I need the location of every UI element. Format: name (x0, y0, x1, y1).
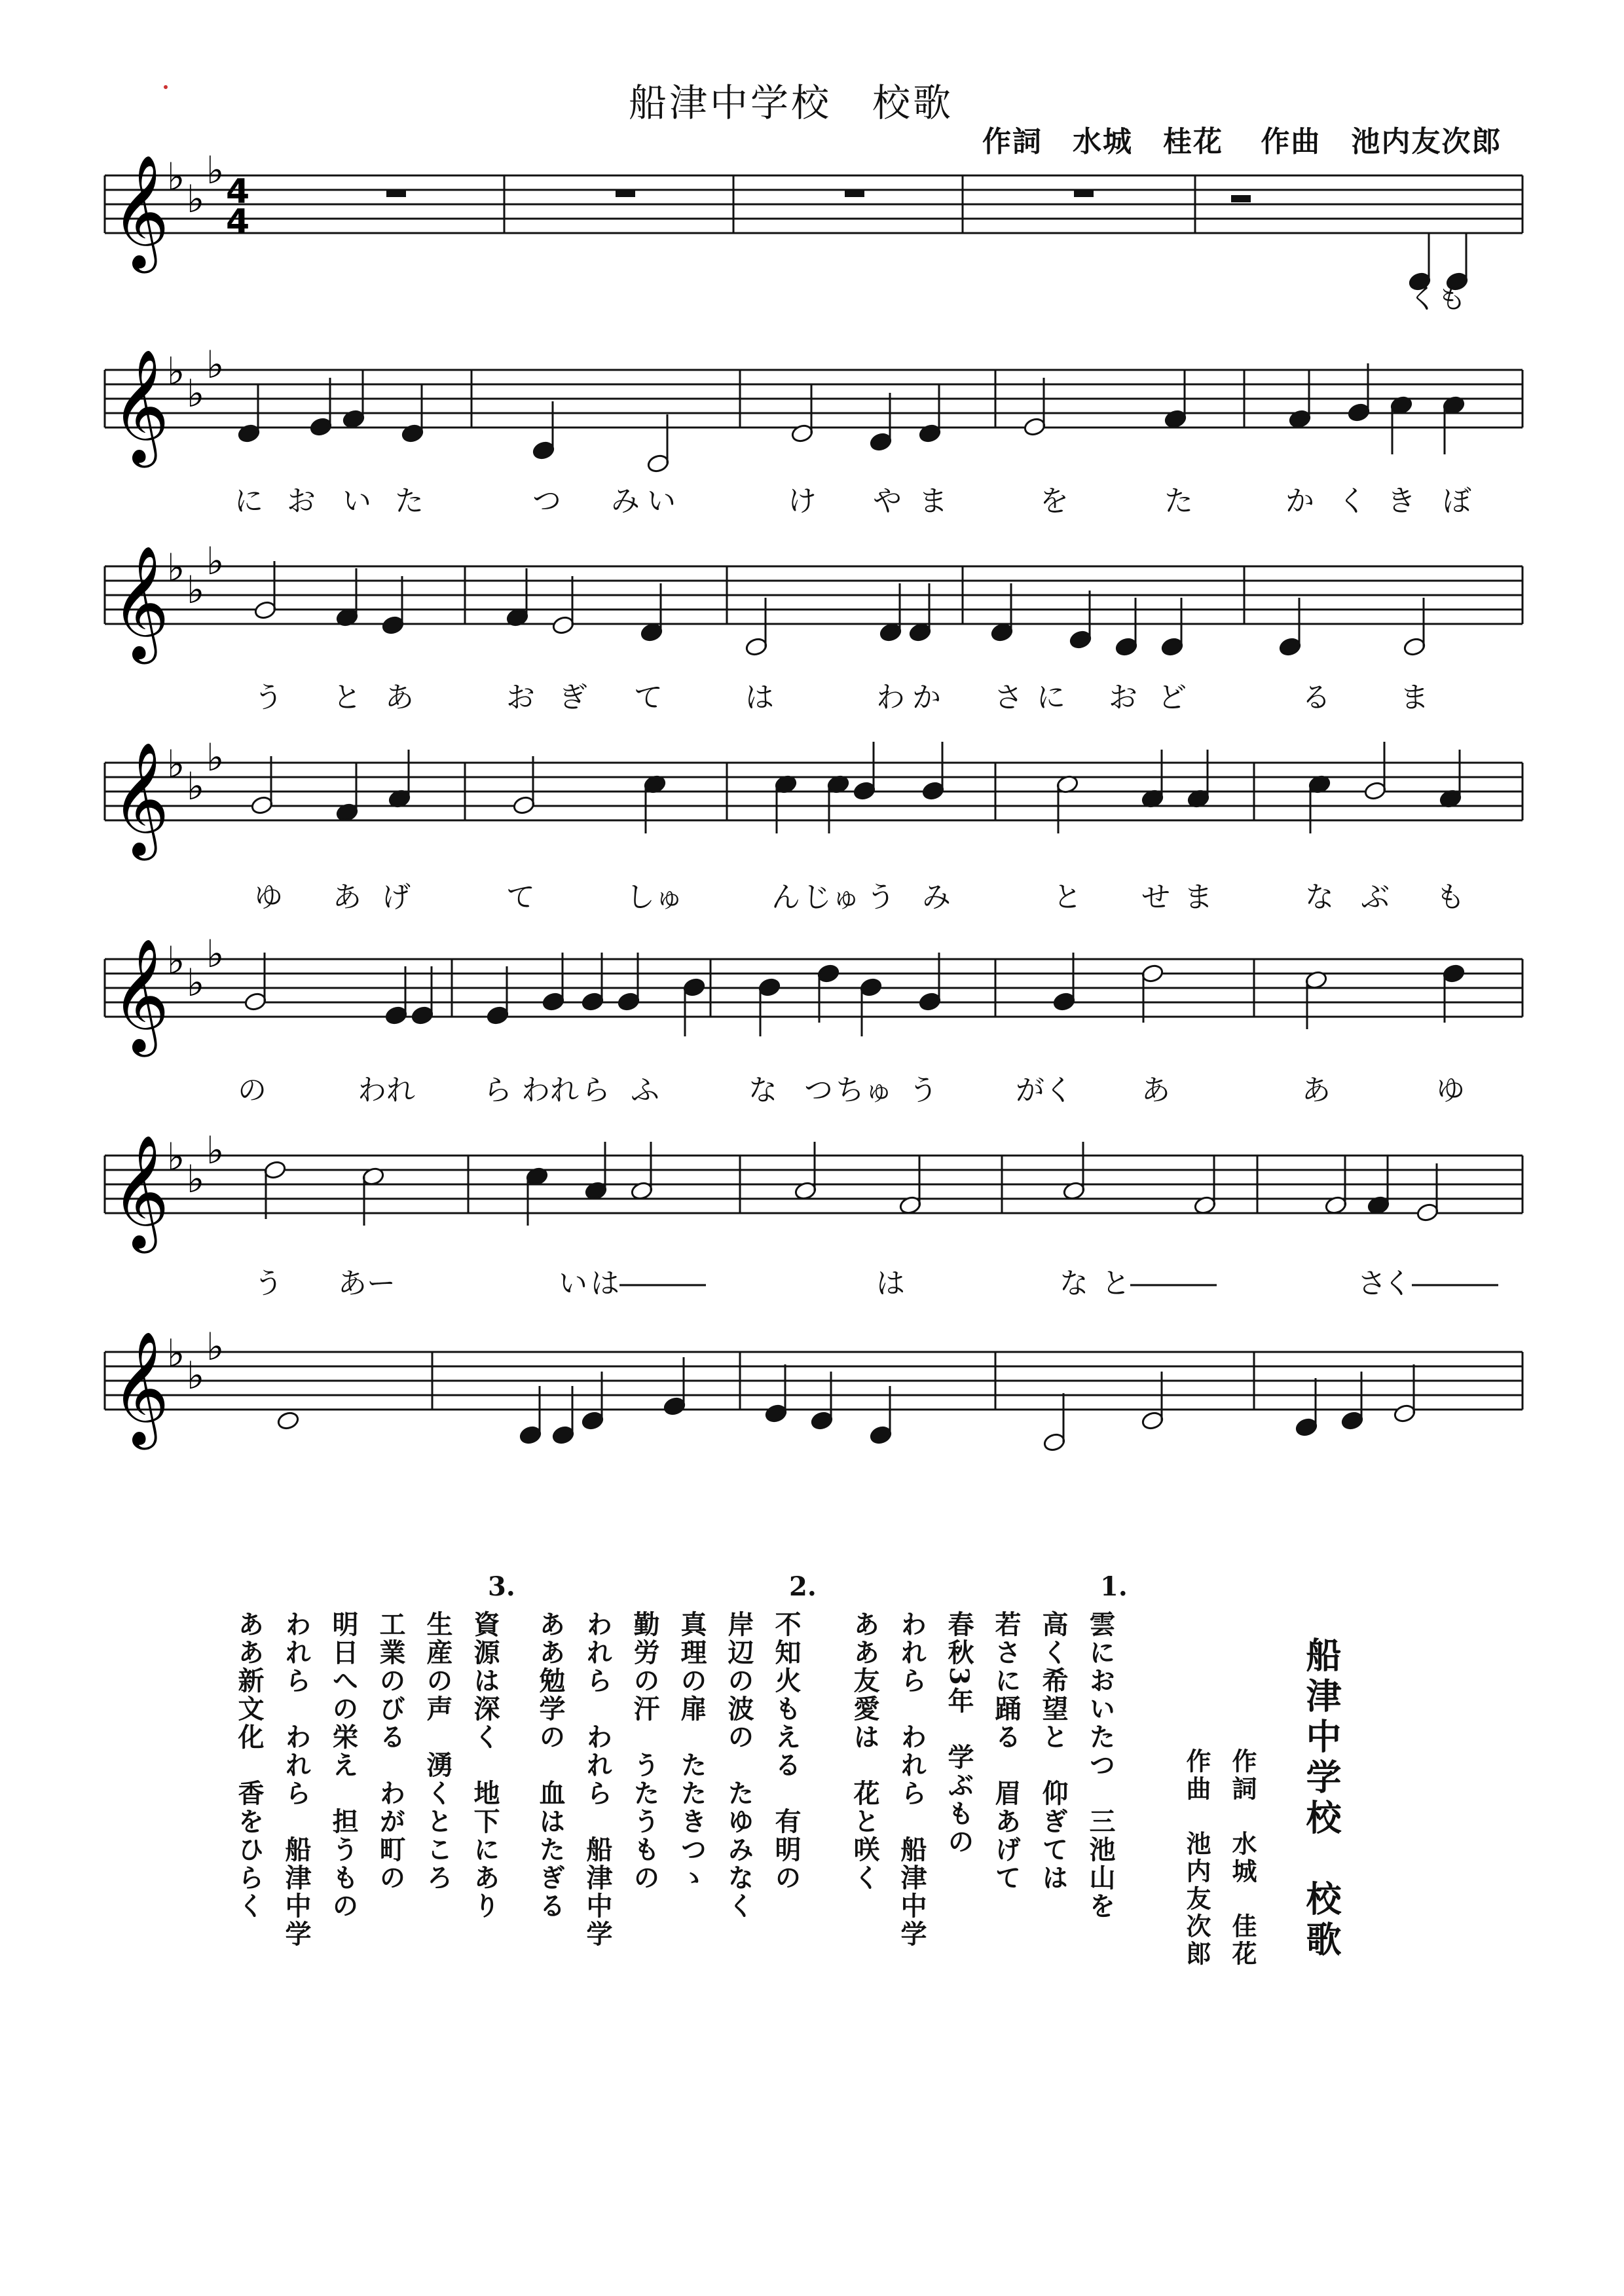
verse-line: 真理の扉 たたきつゝ (676, 1611, 707, 1892)
verse-line: 若さに踊る 眉あげて (991, 1611, 1022, 1892)
verse-line: ああ友愛は 花と咲く (849, 1611, 880, 1892)
lyric-syllable: ぶ (1361, 881, 1390, 914)
lyric-syllable: を (1040, 484, 1069, 518)
lyric-syllable: と (333, 681, 361, 714)
verse-lyrics (196, 1571, 1375, 2160)
lyric-syllable: き (1387, 484, 1416, 518)
lyric-syllable: ら (483, 1074, 512, 1107)
lyric-syllable: われ (521, 1074, 579, 1107)
lyric-syllable: あー (338, 1267, 396, 1300)
flat-sign: ♭ (206, 148, 225, 192)
treble-clef: 𝄞 (111, 155, 170, 268)
lyric-syllable: い (559, 1267, 587, 1300)
lyric-syllable: や (873, 484, 902, 518)
flat-sign: ♭ (167, 938, 185, 983)
lyric-syllable: に (1037, 681, 1065, 714)
lyric-syllable: あ (1141, 1074, 1170, 1107)
flat-sign: ♭ (187, 960, 205, 1005)
verse-number: 3. (488, 1571, 515, 1602)
lyric-syllable: ゆ (1436, 1074, 1465, 1107)
verse-line: 春秋3年 学ぶもの (944, 1611, 974, 1856)
lyric-syllable: と (1053, 881, 1082, 914)
lyric-syllable: て (634, 681, 663, 714)
flat-sign: ♭ (167, 1135, 185, 1179)
lyric-syllable: う (909, 1074, 938, 1107)
lyric-syllable: ゆ (254, 881, 283, 914)
lyric-syllable: お (1109, 681, 1137, 714)
lyric-syllable: い (342, 484, 371, 518)
flat-sign: ♭ (167, 742, 185, 786)
flat-sign: ♭ (206, 1128, 225, 1173)
lyric-syllable: は――― (591, 1267, 706, 1300)
lyric-syllable: は (876, 1267, 905, 1300)
lyric-syllable: う (254, 1267, 283, 1300)
verse-line: ああ勉学の 血はたぎる (535, 1611, 566, 1920)
lyric-syllable: け (788, 484, 817, 518)
lyric-syllable: あ (333, 881, 361, 914)
whole-rest (386, 190, 406, 197)
verse-line: 工業のびる わが町の (375, 1611, 406, 1892)
verse-composer: 作曲 池内友次郎 (1182, 1748, 1211, 1968)
flat-sign: ♭ (206, 932, 225, 976)
lyric-syllable: われ (358, 1074, 415, 1107)
treble-clef: 𝄞 (111, 938, 170, 1052)
lyric-syllable: お (287, 484, 316, 518)
note (276, 1411, 300, 1431)
lyric-syllable: さ (994, 681, 1023, 714)
lyric-syllable: ん (771, 881, 800, 914)
lyric-syllable: ど (1158, 681, 1187, 714)
lyric-syllable: あ (1302, 1074, 1331, 1107)
lyric-syllable: か (912, 681, 941, 714)
lyric-syllable: せ (1141, 881, 1170, 914)
lyric-syllable: み (922, 881, 951, 914)
flat-sign: ♭ (206, 1324, 225, 1369)
flat-sign: ♭ (167, 1331, 185, 1376)
lyricist-credit: 作詞 水城 桂花 (982, 125, 1223, 158)
verse-lyricist: 作詞 水城 佳花 (1228, 1748, 1257, 1968)
composer-credit: 作曲 池内友次郎 (1261, 125, 1502, 158)
lyric-syllable: な (1305, 881, 1334, 914)
whole-rest (616, 190, 635, 197)
verse-line: われら われら 船津中学 (582, 1611, 613, 1948)
lyric-syllable: か (1285, 484, 1314, 518)
verse-line: 明日への栄え 担うもの (328, 1611, 359, 1920)
verse-line: 高く希望と 仰ぎては (1038, 1611, 1069, 1892)
verse-line: 生産の声 湧くところ (422, 1611, 453, 1892)
verse-line: われら われら 船津中学 (281, 1611, 312, 1948)
verse-line: 雲においたつ 三池山を (1085, 1611, 1116, 1920)
lyric-syllable: げ (382, 881, 411, 914)
lyric-syllable: く――― (1383, 1267, 1498, 1300)
verse-title: 船津中学校 校歌 (1301, 1637, 1342, 1961)
flat-sign: ♭ (187, 177, 205, 221)
treble-clef: 𝄞 (111, 545, 170, 659)
lyric-syllable: た (395, 484, 424, 518)
lyric-syllable: ちゅ (836, 1074, 893, 1107)
lyric-syllable: ぎ (559, 681, 587, 714)
half-rest (1231, 195, 1251, 202)
flat-sign: ♭ (206, 342, 225, 387)
lyric-syllable: ぼ (1443, 484, 1471, 518)
lyric-syllable: ま (1400, 681, 1429, 714)
treble-clef: 𝄞 (111, 1331, 170, 1445)
lyric-syllable: な (748, 1074, 777, 1107)
flat-sign: ♭ (167, 545, 185, 590)
flat-sign: ♭ (187, 371, 205, 416)
verse-number: 1. (1100, 1571, 1128, 1602)
treble-clef: 𝄞 (111, 742, 170, 856)
treble-clef: 𝄞 (111, 1135, 170, 1248)
flat-sign: ♭ (167, 349, 185, 393)
lyric-syllable: つ (804, 1074, 833, 1107)
verse-line: 不知火もえる 有明の (771, 1611, 802, 1892)
flat-sign: ♭ (187, 568, 205, 612)
whole-rest (1074, 190, 1094, 197)
flat-sign: ♭ (167, 155, 185, 199)
verse-line: 岸辺の波の たゆみなく (724, 1611, 754, 1920)
lyric-syllable: く (1338, 484, 1367, 518)
lyric-syllable: じゅ (803, 881, 860, 914)
lyric-syllable: つ (532, 484, 561, 518)
flat-sign: ♭ (187, 1157, 205, 1201)
lyric-syllable: しゅ (626, 881, 684, 914)
verse-line: 勤労の汗 うたうもの (629, 1611, 660, 1892)
lyric-syllable: は (745, 681, 774, 714)
verse-line: われら われら 船津中学 (896, 1611, 927, 1948)
treble-clef: 𝄞 (111, 349, 170, 463)
flat-sign: ♭ (206, 539, 225, 583)
flat-sign: ♭ (206, 735, 225, 780)
whole-rest (845, 190, 864, 197)
lyric-syllable: み (611, 484, 640, 518)
lyric-syllable: お (506, 681, 535, 714)
verse-line: ああ新文化 香をひらく (234, 1611, 265, 1920)
lyric-syllable: て (506, 881, 535, 914)
lyric-syllable: ま (1184, 881, 1213, 914)
lyric-syllable: あ (385, 681, 414, 714)
lyric-syllable: に (234, 484, 263, 518)
time-signature-top: 4 (226, 172, 250, 211)
verse-line: 資源は深く 地下にあり (470, 1611, 500, 1920)
lyric-syllable: も (1436, 881, 1465, 914)
lyric-syllable: くも (1409, 282, 1466, 315)
lyric-syllable: い (647, 484, 676, 518)
lyric-syllable: る (1302, 681, 1331, 714)
lyric-syllable: ま (919, 484, 948, 518)
lyric-syllable: ら (581, 1074, 610, 1107)
lyric-syllable: と――― (1101, 1267, 1217, 1300)
lyric-syllable: さ (1357, 1267, 1386, 1300)
lyric-syllable: た (1164, 484, 1193, 518)
verse-number: 2. (789, 1571, 817, 1602)
flat-sign: ♭ (187, 1353, 205, 1398)
lyric-syllable: わ (876, 681, 905, 714)
page-title: 船津中学校 校歌 (629, 81, 954, 125)
lyric-syllable: う (866, 881, 895, 914)
lyric-syllable: ふ (631, 1074, 659, 1107)
lyric-syllable: がく (1016, 1074, 1073, 1107)
lyric-syllable: う (254, 681, 283, 714)
flat-sign: ♭ (187, 764, 205, 809)
lyric-syllable: の (238, 1074, 267, 1107)
time-signature-bottom: 4 (226, 202, 250, 242)
lyric-syllable: な (1060, 1267, 1088, 1300)
